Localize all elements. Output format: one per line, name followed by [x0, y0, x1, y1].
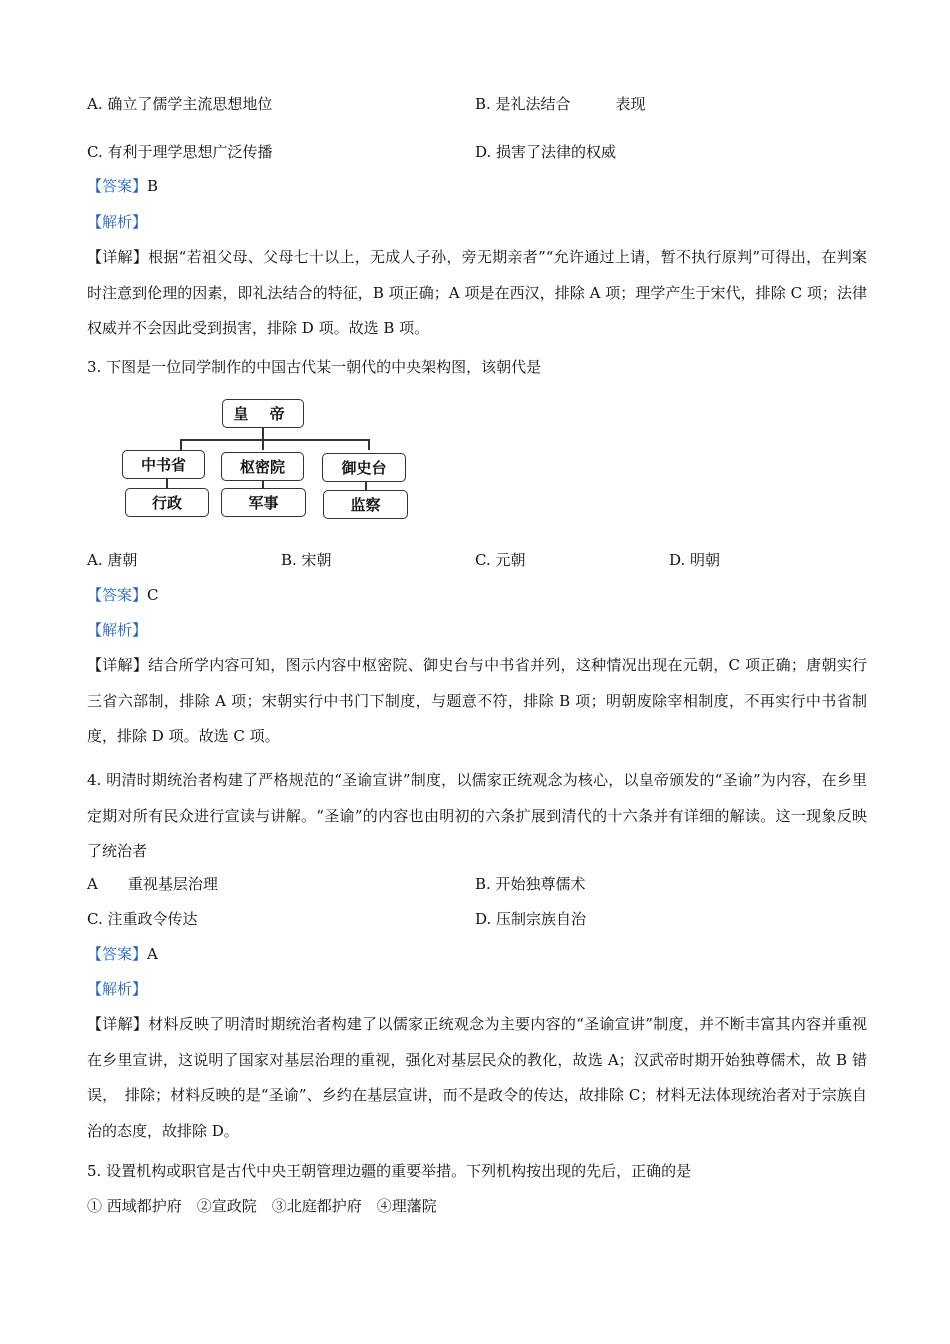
connector: [262, 481, 264, 488]
junshi-box: 军事: [221, 488, 306, 517]
q3-option-c: C. 元朝: [475, 551, 526, 569]
jiancha-box: 监察: [323, 490, 408, 519]
xingzheng-box: 行政: [125, 488, 209, 517]
q2-detail: [87, 240, 867, 347]
detail-tag: 【详解】: [87, 248, 149, 266]
q5-items: ① 西域都护府 ②宣政院 ③北庭都护府 ④理藩院: [87, 1197, 437, 1215]
answer-tag: 【答案】: [87, 945, 148, 963]
connector: [180, 439, 182, 450]
q2-option-b: B. 是礼法结合 表现: [475, 95, 646, 113]
q3-answer: [87, 585, 159, 605]
org-chart: [118, 396, 414, 524]
yushitai-box: 御史台: [322, 453, 406, 482]
detail-tag: 【详解】: [87, 1015, 149, 1033]
q4-answer: [87, 944, 158, 964]
zhongshusheng-box: 中书省: [122, 450, 205, 479]
q3-option-d: D. 明朝: [669, 551, 721, 569]
detail-text: 材料反映了明清时期统治者构建了以儒家正统观念为主要内容的“圣谕宣讲”制度，并不断丰富其内容并重视在乡里宣讲，这说明了国家对基层治理的重视，强化对基层民众的教化，故选 A；汉武帝时期开始独尊儒术，故 B 错误， 排除；材料反映的是“圣谕”、乡约在基层宣讲，而不是政令的传达，故排除 C；材料无法体现统治者对于宗族自治的态度，故排除 D。: [87, 1015, 867, 1140]
q2-answer: [87, 176, 158, 196]
detail-tag: 【详解】: [87, 656, 149, 674]
q3-detail: [87, 648, 867, 755]
answer-value: B: [147, 177, 159, 195]
q4-option-b: B. 开始独尊儒术: [475, 875, 586, 893]
q3-option-b: B. 宋朝: [281, 551, 332, 569]
detail-text: 根据“若祖父母、父母七十以上，无成人子孙，旁无期亲者”“允许通过上请，暂不执行原判”可得出，在判案时注意到伦理的因素，即礼法结合的特征，B 项正确；A 项是在西汉，排除 A 项；理学产生于宋代，排除 C 项；法律权威并不会因此受到损害，排除 D 项。故选 B 项。: [87, 248, 867, 337]
q3-stem: 3. 下图是一位同学制作的中国古代某一朝代的中央架构图，该朝代是: [87, 358, 542, 376]
q2-option-c: C. 有利于理学思想广泛传播: [87, 143, 273, 161]
q3-analysis-tag: 【解析】: [87, 621, 148, 639]
answer-tag: 【答案】: [87, 586, 148, 604]
q2-analysis-tag: 【解析】: [87, 213, 148, 231]
connector: [365, 482, 367, 490]
q3-option-a: A. 唐朝: [87, 551, 138, 569]
q4-detail: [87, 1007, 867, 1149]
connector: [180, 439, 369, 441]
q2-option-a: A. 确立了儒学主流思想地位: [87, 95, 273, 113]
answer-value: A: [147, 945, 158, 963]
q4-option-c: C. 注重政令传达: [87, 910, 198, 928]
q4-option-a: A 重视基层治理: [87, 875, 218, 893]
connector: [166, 479, 168, 488]
q4-stem: 4. 明清时期统治者构建了严格规范的“圣谕宣讲”制度，以儒家正统观念为核心，以皇帝颁发的“圣谕”为内容，在乡里定期对所有民众进行宣读与讲解。“圣谕”的内容也由明初的六条扩展到清代的十六条并有详细的解读。这一现象反映了统治者: [87, 771, 867, 860]
shumiyuan-box: 枢密院: [221, 452, 304, 481]
q4-analysis-tag: 【解析】: [87, 980, 148, 998]
detail-text: 结合所学内容可知，图示内容中枢密院、御史台与中书省并列，这种情况出现在元朝，C 项正确；唐朝实行三省六部制，排除 A 项；宋朝实行中书门下制度，与题意不符，排除 B 项；明朝废除宰相制度，不再实行中书省制度，排除 D 项。故选 C 项。: [87, 656, 867, 745]
q4-option-d: D. 压制宗族自治: [475, 910, 587, 928]
q2-option-d: D. 损害了法律的权威: [475, 143, 617, 161]
emperor-box: 皇 帝: [222, 399, 304, 428]
q5-stem: 5. 设置机构或职官是古代中央王朝管理边疆的重要举措。下列机构按出现的先后，正确的是: [87, 1162, 692, 1180]
answer-tag: 【答案】: [87, 177, 148, 195]
connector: [262, 439, 264, 450]
answer-value: C: [147, 586, 159, 604]
connector: [368, 439, 370, 450]
